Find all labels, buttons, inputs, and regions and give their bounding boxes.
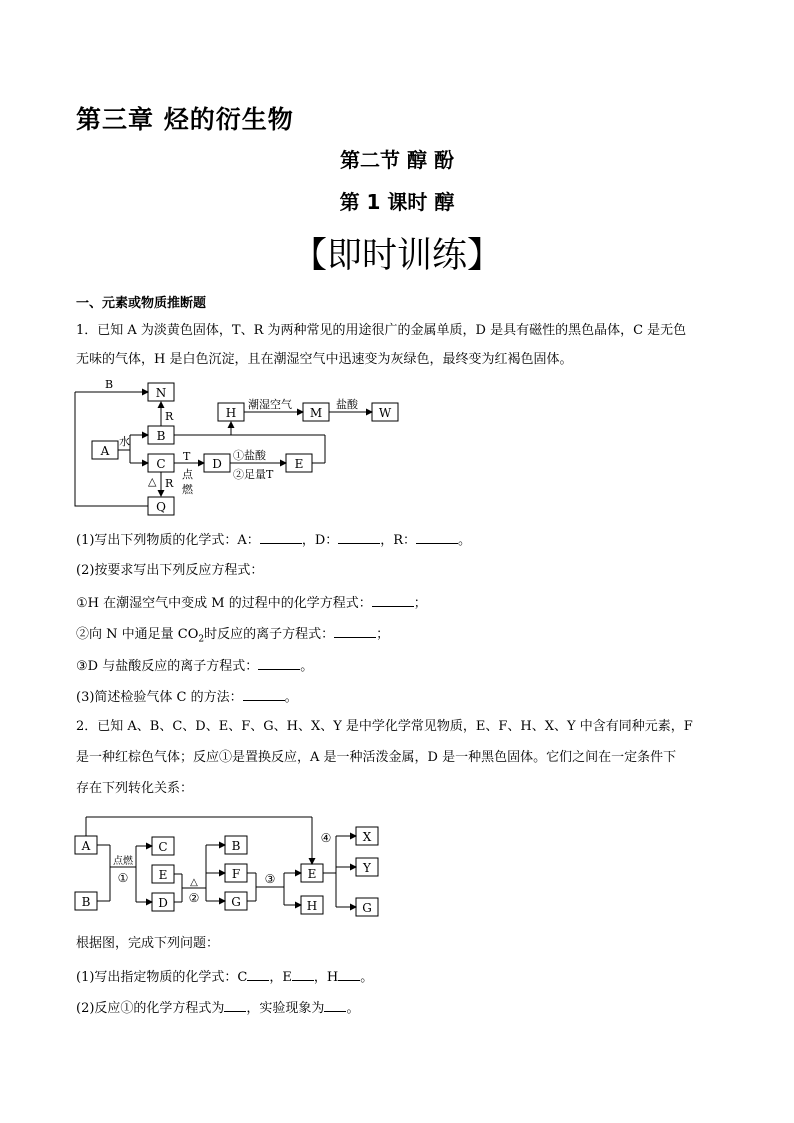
answer-blank[interactable]	[243, 687, 285, 701]
q1-part2c	[76, 656, 313, 676]
answer-blank[interactable]	[416, 530, 458, 544]
training-banner: 【即时训练】	[291, 236, 502, 276]
label-delta: △	[190, 877, 198, 888]
node-F: F	[231, 867, 241, 881]
label-step1: ①盐酸	[233, 449, 266, 462]
node-N: N	[155, 386, 167, 400]
label-reaction-4: ④	[320, 831, 332, 845]
q1-part1	[76, 530, 471, 550]
q1-stem-line2: 无味的气体，H 是白色沉淀，且在潮湿空气中迅速变为灰绿色，最终变为红褐色固体。	[76, 352, 573, 367]
node-Y: Y	[363, 861, 371, 875]
node-H: H	[306, 899, 318, 913]
q2-part1	[76, 967, 373, 987]
lesson-title: 第 1 课时 醇	[339, 190, 455, 214]
q2-part1-prefix: (1)写出指定物质的化学式：C	[76, 970, 248, 985]
q1-part2a-prefix: ①H 在潮湿空气中变成 M 的过程中的化学方程式：	[76, 596, 372, 611]
label-R-down: R	[165, 477, 174, 490]
node-D: D	[212, 457, 222, 471]
node-D: D	[158, 896, 168, 910]
q2-part1-sep2: ，H	[313, 970, 339, 985]
answer-blank[interactable]	[338, 967, 360, 981]
answer-blank[interactable]	[258, 656, 300, 670]
node-B: B	[231, 839, 241, 853]
node-X: X	[362, 830, 372, 844]
label-reaction-1: ①	[117, 871, 129, 885]
node-E: E	[307, 867, 317, 881]
label-B-top: B	[105, 378, 114, 391]
node-G: G	[231, 895, 241, 909]
node-G: G	[362, 901, 372, 915]
label-ignite-1: 点	[182, 468, 193, 481]
label-ignite: 点燃	[113, 856, 133, 867]
q2-part2	[76, 998, 359, 1018]
node-B: B	[156, 429, 166, 443]
q1-part1-sep2: ，R：	[380, 533, 417, 548]
q2-part2-mid: ，实验现象为	[246, 1001, 325, 1016]
node-C: C	[158, 840, 168, 854]
section-title: 第二节 醇 酚	[340, 148, 454, 172]
answer-blank[interactable]	[338, 530, 380, 544]
node-W: W	[378, 406, 392, 420]
co2-subscript: 2	[198, 634, 205, 645]
node-C: C	[156, 457, 166, 471]
node-A: A	[81, 839, 91, 853]
q2-reaction-diagram	[70, 812, 390, 922]
node-E: E	[294, 457, 304, 471]
q1-part1-prefix: (1)写出下列物质的化学式：A：	[76, 533, 260, 548]
part-heading: 一、元素或物质推断题	[76, 296, 207, 311]
q1-part2b-end: ；	[376, 627, 390, 642]
q1-part2a-end: ；	[413, 596, 427, 611]
q2-stem-line2: 是一种红棕色气体；反应①是置换反应，A 是一种活泼金属，D 是一种黑色固体。它们之间在一定条件下	[76, 750, 677, 765]
label-reaction-2: ②	[188, 891, 200, 905]
answer-blank[interactable]	[324, 998, 346, 1012]
q2-stem-line1: 2．已知 A、B、C、D、E、F、G、H、X、Y 是中学化学常见物质，E、F、H、X、Y 中含有同种元素，F	[76, 719, 693, 734]
label-ignite-2: 燃	[182, 483, 193, 496]
q1-part1-sep1: ，D：	[301, 533, 339, 548]
q1-part2b	[76, 624, 389, 649]
label-reaction-3: ③	[264, 872, 276, 886]
label-water: 水	[119, 435, 130, 448]
q1-stem-line1: 1．已知 A 为淡黄色固体，T、R 为两种常见的用途很广的金属单质，D 是具有磁性的黑色晶体，C 是无色	[76, 323, 687, 338]
q1-part2b-prefix: ②向 N 中通足量 CO	[76, 627, 199, 642]
node-Q: Q	[156, 500, 166, 514]
q1-part2b-mid: 时反应的离子方程式：	[204, 627, 335, 642]
q1-part2a	[76, 593, 427, 613]
answer-blank[interactable]	[260, 530, 302, 544]
q2-intro: 根据图，完成下列问题：	[76, 936, 220, 951]
label-delta: △	[148, 475, 157, 488]
answer-blank[interactable]	[334, 624, 376, 638]
q1-part2c-end: 。	[300, 659, 314, 674]
q1-part3-end: 。	[284, 690, 298, 705]
label-hcl: 盐酸	[336, 398, 358, 411]
q1-part2: (2)按要求写出下列反应方程式：	[76, 563, 264, 578]
node-M: M	[309, 406, 323, 420]
label-humid-air: 潮湿空气	[248, 398, 292, 411]
q1-part3-prefix: (3)简述检验气体 C 的方法：	[76, 690, 243, 705]
label-T: T	[183, 450, 191, 463]
q2-part2-end: 。	[346, 1001, 360, 1016]
answer-blank[interactable]	[292, 967, 314, 981]
chapter-title: 第三章 烃的衍生物	[76, 105, 294, 134]
answer-blank[interactable]	[372, 593, 414, 607]
q2-part1-end: 。	[360, 970, 374, 985]
label-R-up: R	[165, 410, 174, 423]
q2-part2-prefix: (2)反应①的化学方程式为	[76, 1001, 225, 1016]
q1-reaction-diagram	[70, 378, 420, 518]
q1-part3	[76, 687, 298, 707]
node-E: E	[158, 868, 168, 882]
label-step2: ②足量T	[233, 468, 274, 481]
q2-part1-sep1: ，E	[269, 970, 292, 985]
q2-stem-line3: 存在下列转化关系：	[76, 781, 194, 796]
node-A: A	[100, 444, 110, 458]
answer-blank[interactable]	[224, 998, 246, 1012]
node-B: B	[81, 895, 91, 909]
answer-blank[interactable]	[247, 967, 269, 981]
node-H: H	[225, 406, 237, 420]
q1-part2c-prefix: ③D 与盐酸反应的离子方程式：	[76, 659, 259, 674]
q1-part1-end: 。	[458, 533, 472, 548]
